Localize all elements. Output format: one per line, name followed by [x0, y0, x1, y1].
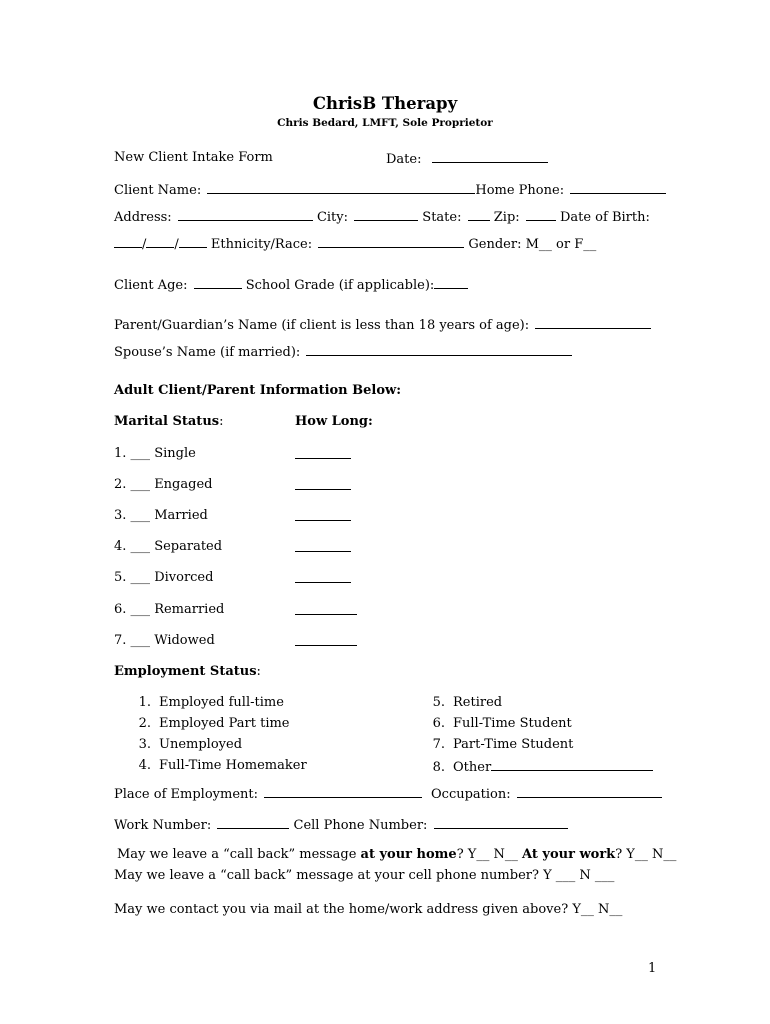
place-of-employment-field[interactable]: [264, 785, 422, 798]
option-label: Other: [453, 760, 492, 775]
work-number-label: Work Number:: [114, 818, 212, 833]
callback-cell-question[interactable]: May we leave a “call back” message at your cell phone number? Y ___ N ___: [114, 868, 615, 883]
gender-label[interactable]: Gender: M__ or F__: [468, 237, 597, 252]
marital-item-label: Widowed: [154, 633, 215, 648]
employment-status-label: Employment Status: [114, 664, 257, 679]
marital-item-label: Divorced: [154, 570, 214, 585]
how-long-field[interactable]: [295, 633, 357, 646]
marital-status-colon: :: [219, 414, 224, 429]
marital-item-number[interactable]: 3. ___: [114, 508, 151, 523]
callback-home-emphasis: at your home: [360, 847, 457, 862]
school-grade-field[interactable]: [434, 276, 468, 289]
occupation-row: [431, 785, 662, 802]
occupation-label: Occupation:: [431, 787, 511, 802]
date-label: Date:: [386, 152, 422, 167]
marital-item-number[interactable]: 5. ___: [114, 570, 151, 585]
marital-item: [114, 446, 196, 461]
zip-label: Zip:: [493, 210, 520, 225]
spouse-name-field[interactable]: [306, 343, 572, 356]
client-age-label: Client Age:: [114, 278, 188, 293]
employment-option[interactable]: [423, 716, 572, 731]
city-field[interactable]: [354, 208, 418, 221]
option-number: 7.: [432, 737, 445, 752]
option-number: 4.: [138, 758, 151, 773]
place-of-employment-row: [114, 785, 422, 802]
phone-numbers-row: [114, 816, 568, 833]
date-row: [386, 150, 548, 167]
option-number: 5.: [432, 695, 445, 710]
parent-name-field[interactable]: [535, 316, 651, 329]
marital-status-label: Marital Status: [114, 414, 220, 429]
how-long-line: [295, 539, 351, 556]
form-title: New Client Intake Form: [114, 150, 273, 165]
marital-item: [114, 633, 215, 648]
how-long-line: [295, 508, 351, 525]
marital-item-label: Single: [154, 446, 196, 461]
adult-info-heading: Adult Client/Parent Information Below:: [114, 383, 402, 398]
dob-ethnicity-row: [114, 235, 596, 252]
age-grade-row: [114, 276, 468, 293]
how-long-line: [295, 477, 351, 494]
marital-item-number[interactable]: 2. ___: [114, 477, 151, 492]
callback-text: ? Y__ N__: [615, 847, 677, 862]
option-label: Part-Time Student: [453, 737, 574, 752]
date-field[interactable]: [432, 150, 548, 163]
employment-status-colon: :: [256, 664, 261, 679]
dob-day-field[interactable]: [146, 235, 174, 248]
employment-option[interactable]: [423, 695, 502, 710]
employment-option[interactable]: [423, 737, 573, 752]
marital-item: [114, 539, 222, 554]
zip-field[interactable]: [526, 208, 556, 221]
dob-year-field[interactable]: [179, 235, 207, 248]
how-long-line: [295, 633, 357, 650]
how-long-field[interactable]: [295, 508, 351, 521]
home-phone-field[interactable]: [570, 181, 666, 194]
school-grade-label: School Grade (if applicable):: [245, 278, 435, 293]
marital-item-label: Married: [154, 508, 208, 523]
employment-option[interactable]: [129, 758, 307, 773]
employment-option[interactable]: [129, 716, 290, 731]
marital-item-number[interactable]: 4. ___: [114, 539, 151, 554]
employment-status-heading: [114, 664, 261, 679]
option-number: 6.: [432, 716, 445, 731]
callback-work-emphasis: At your work: [522, 847, 616, 862]
option-label: Full-Time Homemaker: [159, 758, 307, 773]
how-long-field[interactable]: [295, 602, 357, 615]
mail-contact-question[interactable]: May we contact you via mail at the home/work address given above? Y__ N__: [114, 902, 623, 917]
work-number-field[interactable]: [217, 816, 289, 829]
parent-name-row: [114, 316, 651, 333]
address-row: [114, 208, 650, 225]
marital-item: [114, 570, 213, 585]
page-subtitle: Chris Bedard, LMFT, Sole Proprietor: [277, 117, 493, 129]
marital-item-label: Separated: [154, 539, 223, 554]
marital-item-number[interactable]: 7. ___: [114, 633, 151, 648]
dob-label: Date of Birth:: [559, 210, 650, 225]
city-label: City:: [316, 210, 349, 225]
client-name-row: [114, 181, 666, 198]
employment-option[interactable]: [129, 695, 284, 710]
state-label: State:: [422, 210, 462, 225]
option-label: Retired: [453, 695, 503, 710]
marital-item: [114, 508, 208, 523]
page-title: ChrisB Therapy: [312, 94, 458, 113]
option-number: 1.: [138, 695, 151, 710]
how-long-line: [295, 446, 351, 463]
how-long-heading: How Long:: [295, 414, 373, 429]
state-field[interactable]: [468, 208, 490, 221]
marital-item-label: Remarried: [154, 602, 225, 617]
option-label: Employed Part time: [159, 716, 290, 731]
option-label: Employed full-time: [159, 695, 284, 710]
marital-item-number[interactable]: 6. ___: [114, 602, 151, 617]
dob-separator: /: [142, 237, 147, 252]
ethnicity-field[interactable]: [318, 235, 464, 248]
marital-item-label: Engaged: [154, 477, 213, 492]
client-name-field[interactable]: [207, 181, 475, 194]
callback-text: ? Y__ N__: [456, 847, 523, 862]
marital-status-heading: [114, 414, 223, 429]
ethnicity-label: Ethnicity/Race:: [210, 237, 313, 252]
option-number: 3.: [138, 737, 151, 752]
home-phone-label: Home Phone:: [475, 183, 565, 198]
occupation-field[interactable]: [517, 785, 662, 798]
how-long-line: [295, 602, 357, 619]
employment-option[interactable]: [129, 737, 242, 752]
marital-item: [114, 477, 212, 492]
option-label: Full-Time Student: [453, 716, 572, 731]
marital-item: [114, 602, 224, 617]
page-number: 1: [648, 961, 657, 976]
how-long-line: [295, 570, 351, 587]
client-name-label: Client Name:: [114, 183, 202, 198]
parent-name-label: Parent/Guardian’s Name (if client is less than 18 years of age):: [114, 318, 530, 333]
cell-phone-label: Cell Phone Number:: [293, 818, 428, 833]
address-label: Address:: [114, 210, 172, 225]
spouse-name-label: Spouse’s Name (if married):: [114, 345, 301, 360]
employment-option[interactable]: [423, 758, 653, 775]
place-of-employment-label: Place of Employment:: [114, 787, 258, 802]
option-number: 8.: [432, 760, 445, 775]
marital-item-number[interactable]: 1. ___: [114, 446, 151, 461]
other-field[interactable]: [491, 758, 653, 771]
spouse-name-row: [114, 343, 572, 360]
how-long-field[interactable]: [295, 446, 351, 459]
callback-text: May we leave a “call back” message: [117, 847, 361, 862]
option-number: 2.: [138, 716, 151, 731]
address-field[interactable]: [178, 208, 313, 221]
cell-phone-field[interactable]: [434, 816, 568, 829]
how-long-field[interactable]: [295, 570, 351, 583]
dob-month-field[interactable]: [114, 235, 142, 248]
how-long-field[interactable]: [295, 539, 351, 552]
how-long-field[interactable]: [295, 477, 351, 490]
callback-home-work-question[interactable]: [117, 847, 676, 862]
option-label: Unemployed: [159, 737, 243, 752]
dob-separator: /: [174, 237, 179, 252]
client-age-field[interactable]: [194, 276, 242, 289]
